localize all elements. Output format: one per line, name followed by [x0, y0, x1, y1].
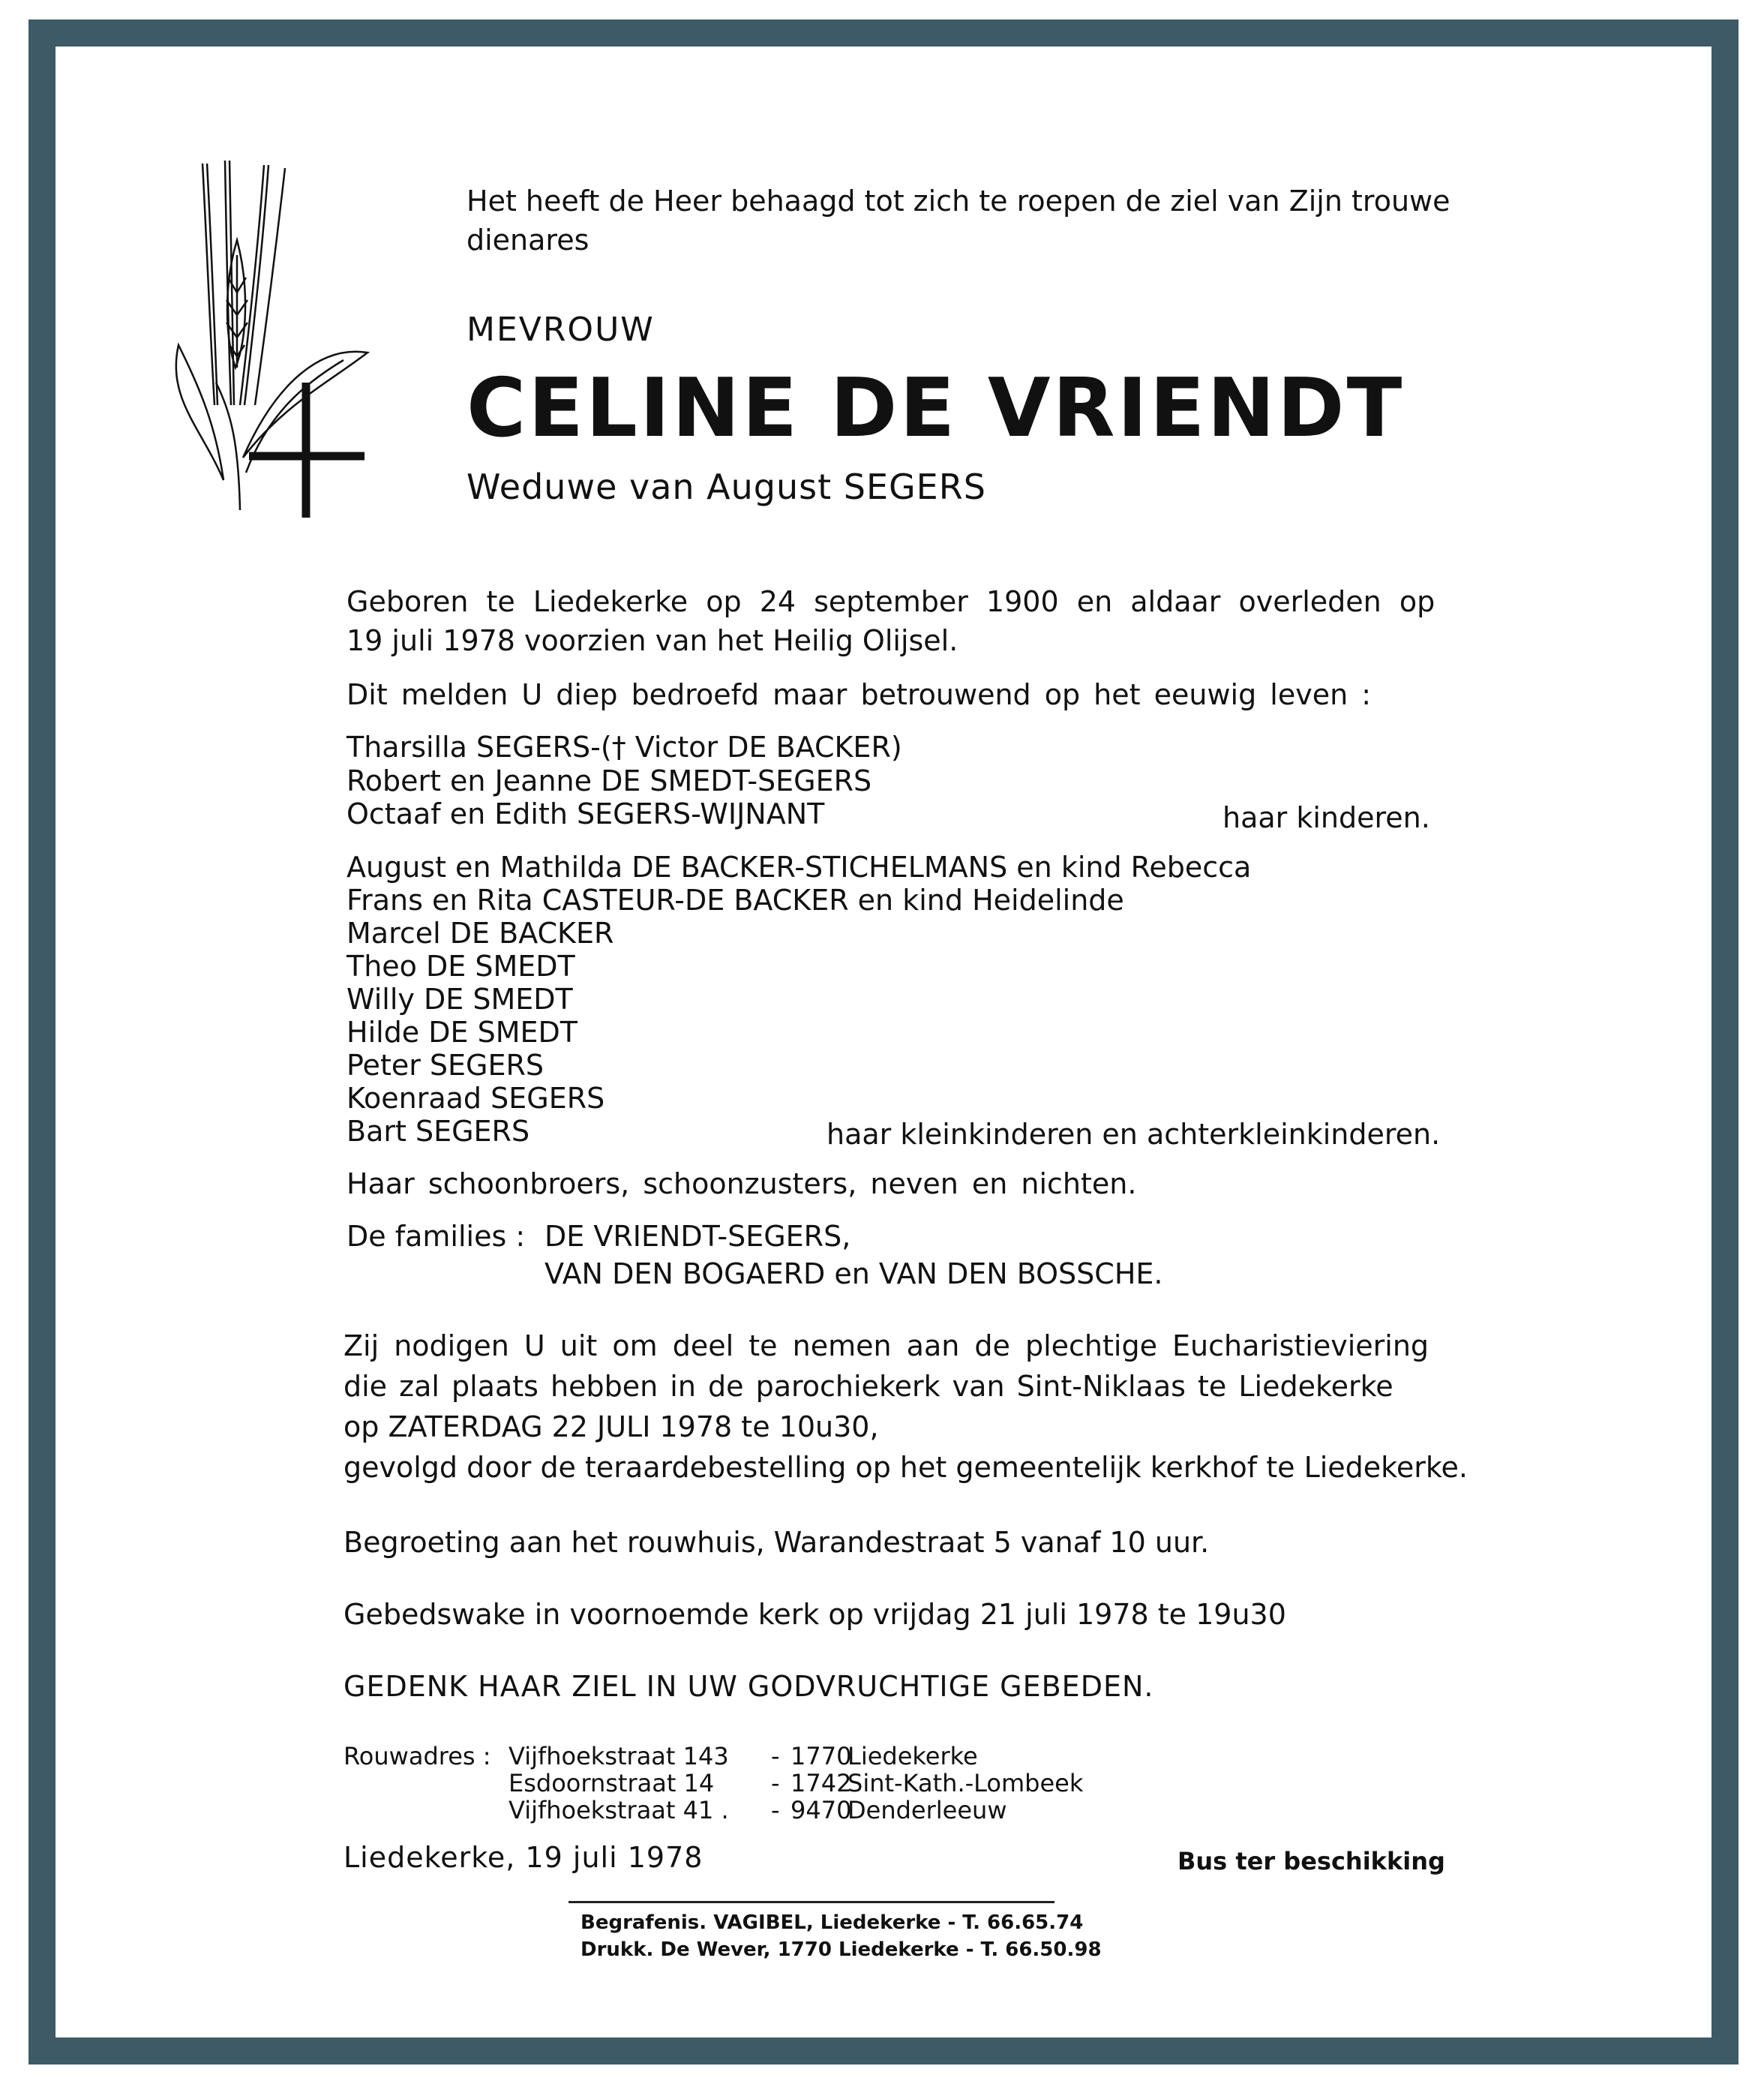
widow-of: Weduwe van August SEGERS [466, 467, 986, 507]
list-item: Tharsilla SEGERS-(† Victor DE BACKER) [346, 731, 902, 764]
list-item: Octaaf en Edith SEGERS-WIJNANT [346, 797, 825, 830]
list-item: Koenraad SEGERS [346, 1082, 605, 1115]
list-item: Marcel DE BACKER [346, 917, 614, 950]
deceased-name: CELINE DE VRIENDT [466, 362, 1405, 455]
invitation-line-3: op ZATERDAG 22 JULI 1978 te 10u30, [344, 1410, 879, 1443]
families-label: De families : [346, 1220, 526, 1253]
invitation-line-1: Zij nodigen U uit om deel te nemen aan de plechtige Eucharistieviering [344, 1329, 1430, 1362]
footer-divider [568, 1901, 1054, 1903]
birth-line-1: Geboren te Liedekerke op 24 september 1900 en aldaar overleden op [346, 585, 1436, 618]
grandchildren-list [346, 851, 1251, 1148]
address-city: Liedekerke [848, 1742, 978, 1770]
footer-line-2: Drukk. De Wever, 1770 Liedekerke - T. 66.50.98 [580, 1938, 1102, 1961]
list-item: Willy DE SMEDT [346, 983, 573, 1016]
address-city: Denderleeuw [848, 1796, 1007, 1824]
list-item: Frans en Rita CASTEUR-DE BACKER en kind Heidelinde [346, 884, 1124, 917]
greeting: Begroeting aan het rouwhuis, Warandestraat 5 vanaf 10 uur. [344, 1526, 1210, 1559]
wheat-cross-emblem-icon [171, 158, 374, 525]
honorific: MEVROUW [466, 311, 655, 349]
address-city: Sint-Kath.-Lombeek [848, 1769, 1084, 1797]
in-laws: Haar schoonbroers, schoonzusters, neven en nichten. [346, 1167, 1137, 1200]
list-item: Theo DE SMEDT [346, 950, 575, 983]
address-sep: - [771, 1796, 780, 1824]
list-item: Peter SEGERS [346, 1049, 544, 1082]
address-postcode: 9470 [790, 1796, 852, 1824]
list-item: Robert en Jeanne DE SMEDT-SEGERS [346, 764, 872, 797]
prayer: GEDENK HAAR ZIEL IN UW GODVRUCHTIGE GEBEDEN. [344, 1670, 1154, 1703]
address-sep: - [771, 1742, 780, 1770]
list-item: Hilde DE SMEDT [346, 1016, 578, 1049]
families-line-1: DE VRIENDT-SEGERS, [544, 1220, 851, 1253]
address-street: Vijfhoekstraat 143 [508, 1742, 729, 1770]
address-street: Esdoornstraat 14 [508, 1769, 715, 1797]
bus-note: Bus ter beschikking [1178, 1847, 1445, 1875]
address-postcode: 1770 [790, 1742, 852, 1770]
vigil: Gebedswake in voornoemde kerk op vrijdag 21 juli 1978 te 19u30 [344, 1598, 1286, 1631]
intro-line-1: Het heeft de Heer behaagd tot zich te roepen de ziel van Zijn trouwe [466, 185, 1450, 218]
children-list [346, 731, 902, 831]
place-date: Liedekerke, 19 juli 1978 [344, 1841, 704, 1874]
intro-line-2: dienares [466, 224, 590, 257]
children-label: haar kinderen. [1222, 801, 1430, 834]
families-line-2: VAN DEN BOGAERD en VAN DEN BOSSCHE. [544, 1257, 1163, 1290]
announcement: Dit melden U diep bedroefd maar betrouwend op het eeuwig leven : [346, 678, 1372, 711]
address-postcode: 1742 [790, 1769, 852, 1797]
invitation-line-2: die zal plaats hebben in de parochiekerk van Sint-Niklaas te Liedekerke [344, 1370, 1394, 1403]
footer-line-1: Begrafenis. VAGIBEL, Liedekerke - T. 66.65.74 [580, 1911, 1084, 1934]
grandchildren-label: haar kleinkinderen en achterkleinkinderen. [826, 1118, 1441, 1151]
address-street: Vijfhoekstraat 41 . [508, 1796, 729, 1824]
address-sep: - [771, 1769, 780, 1797]
addresses-label: Rouwadres : [344, 1742, 491, 1770]
list-item: August en Mathilda DE BACKER-STICHELMANS en kind Rebecca [346, 851, 1252, 884]
list-item: Bart SEGERS [346, 1115, 530, 1148]
birth-line-2: 19 juli 1978 voorzien van het Heilig Olijsel. [346, 624, 958, 657]
invitation-line-4: gevolgd door de teraardebestelling op het gemeentelijk kerkhof te Liedekerke. [344, 1451, 1468, 1484]
